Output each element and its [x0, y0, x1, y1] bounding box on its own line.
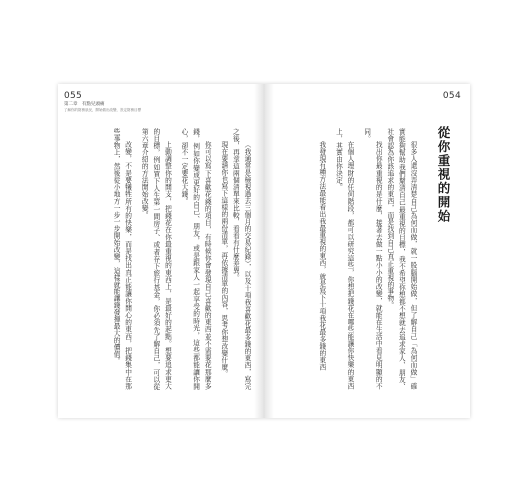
left-paragraph: 上動調整你的開支，把錢花在你最重視的東西上，是最好的起點。想要追求更大的目標，例如買下人生第一間房子、或者存下旅行基金，你必須先了解自己，可以從第六章介紹的方法開始改變。 — [140, 128, 172, 390]
running-head-chapter: 第二章 有點兒頭痛 — [64, 102, 105, 107]
left-page — [58, 84, 264, 418]
running-head-subtitle: 了解你的財務狀況，開始做出改變，設定財務目標 — [64, 108, 141, 112]
book-spread — [58, 84, 470, 418]
left-paragraph: 改變，不是要犧牲所有的快樂，而是找出真正能讓你開心的東西，把錢集中在那些事物上，然後從小地方一步一步開始改變，這樣就能讓錢發揮最大的價值。 — [112, 128, 132, 390]
right-paragraph: 我發現有種方法最能看出我最重視的東西，就是寫下十項我花最多錢的東西 — [317, 141, 326, 371]
left-page-number: 055 — [64, 91, 83, 101]
right-body-text — [276, 128, 418, 390]
right-paragraph: 找出你最重視的是什麼，接著去做一點小小的改變，就能在生活中看見明顯的不同。 — [362, 128, 383, 390]
left-paragraph: 你可以寫下喜歡花錢的項目，有時候你會發現自己喜歡的東西並不需要花那麼多錢，例如你變成更好的自己、朋友，或是跟家人一起享受的時光，這些都能讓你開心，卻不一定要花大錢。 — [180, 128, 212, 390]
right-page-number: 054 — [442, 91, 461, 101]
running-head — [64, 102, 184, 113]
left-body-text — [72, 128, 252, 390]
left-paragraph: （我通常是檢視過去三個月的交易紀錄），以及十項我喜歡花最多錢的東西，寫完之後，再拿這兩個清單來比較，看看有什麼差異。 — [231, 128, 251, 390]
right-paragraph: 在個人理財的任何階段，都可以研究這些，你想把錢花在哪些能讓你快樂的東西上，其實由你決定。 — [334, 128, 355, 390]
right-paragraph: 很多人還沒弄清楚自己為何而做，就一股腦開始做，但了解自己「為何而做」確實能夠幫助我們釐清自己最重視的目標，我不希望你想都不想就去追求家人、朋友、社會認為你該追求的東西，而是找到自己真正重視的事物。 — [385, 128, 417, 390]
right-page — [264, 84, 470, 418]
left-paragraph: 現在要請你也寫下這樣的兩份清單，再依據清單的內容，思考你想改變什麼。 — [219, 141, 228, 378]
section-heading: 從你重視的開始 — [436, 126, 451, 224]
